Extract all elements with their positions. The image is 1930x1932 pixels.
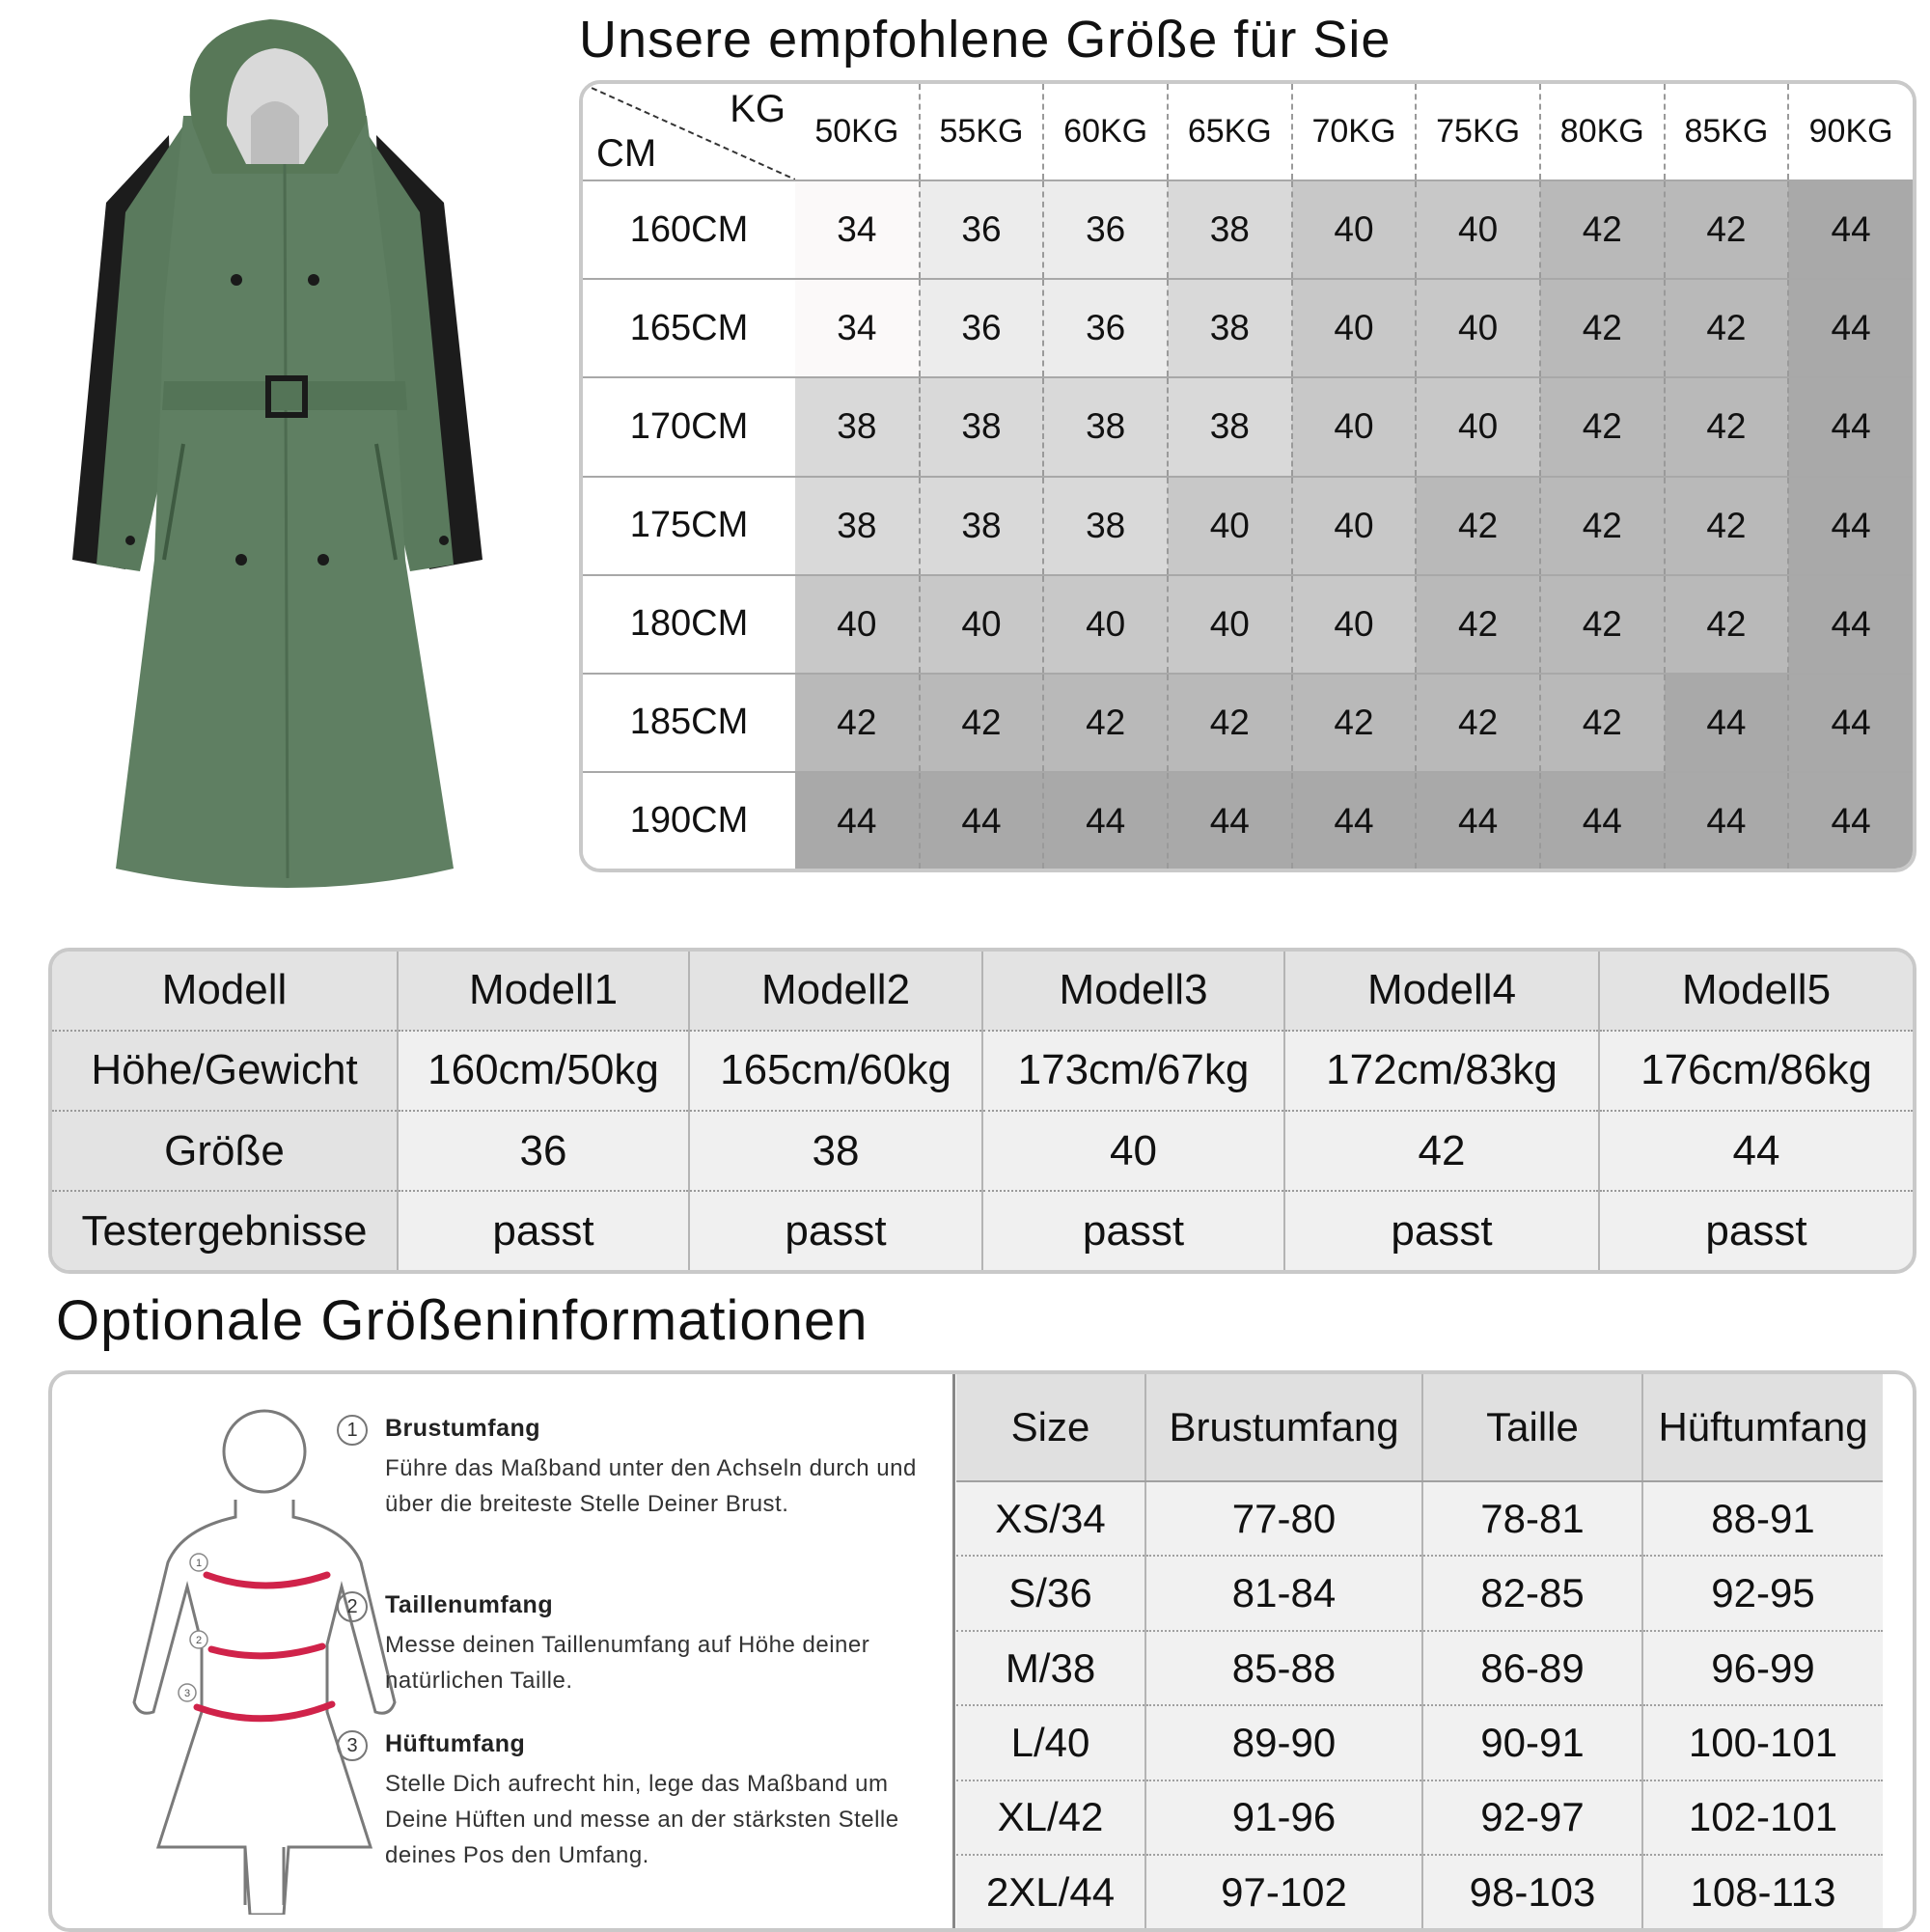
size-value-cell: L/40: [956, 1705, 1145, 1780]
size-cell: 42: [1540, 180, 1665, 279]
size-row: [956, 1481, 1883, 1556]
size-value-cell: M/38: [956, 1631, 1145, 1705]
weight-header: 85KG: [1665, 84, 1789, 180]
size-cell: 40: [1168, 575, 1292, 674]
coat-product-image: [58, 19, 521, 926]
size-cell: 42: [1540, 279, 1665, 377]
size-cell: 42: [1665, 575, 1789, 674]
size-value-cell: 91-96: [1145, 1780, 1422, 1855]
size-cell: 38: [920, 377, 1044, 476]
size-cell: 42: [1416, 674, 1540, 772]
size-cell: 40: [1416, 377, 1540, 476]
size-cell: 44: [1788, 180, 1913, 279]
model-fit-table-box: [48, 948, 1916, 1274]
size-value-cell: XL/42: [956, 1780, 1145, 1855]
height-label: 175CM: [583, 477, 795, 575]
size-cell: 40: [920, 575, 1044, 674]
model-row-label: Testergebnisse: [52, 1191, 398, 1270]
size-cell: 38: [1168, 180, 1292, 279]
size-cell: 34: [795, 180, 920, 279]
size-cell: 44: [1416, 772, 1540, 869]
step-hip: [346, 1730, 925, 1873]
size-value-cell: 89-90: [1145, 1705, 1422, 1780]
size-grid-title: Unsere empfohlene Größe für Sie: [579, 11, 1392, 69]
step-number: 2: [337, 1591, 368, 1622]
size-cell: 44: [1788, 279, 1913, 377]
size-header-row: [956, 1374, 1883, 1481]
size-header-cell: Taille: [1422, 1374, 1642, 1481]
size-cell: 42: [1043, 674, 1168, 772]
step-title: Hüftumfang: [385, 1730, 526, 1757]
size-value-cell: 92-95: [1642, 1556, 1883, 1630]
weight-header: 55KG: [920, 84, 1044, 180]
weight-header: 60KG: [1043, 84, 1168, 180]
model-cell: 42: [1284, 1111, 1599, 1191]
model-cell: 36: [398, 1111, 689, 1191]
size-cell: 38: [920, 477, 1044, 575]
corner-cm-label: CM: [596, 132, 657, 175]
body-measurement-figure: [91, 1394, 400, 1915]
size-cell: 36: [920, 180, 1044, 279]
size-value-cell: 90-91: [1422, 1705, 1642, 1780]
corner-kg-label: KG: [730, 88, 786, 130]
size-cell: 44: [1665, 772, 1789, 869]
model-cell: 160cm/50kg: [398, 1031, 689, 1111]
grid-row: [583, 575, 1913, 674]
size-cell: 34: [795, 279, 920, 377]
size-cell: 44: [1788, 674, 1913, 772]
step-text: Messe deinen Taillenumfang auf Höhe deiner natürlichen Taille.: [385, 1632, 870, 1694]
grid-row: [583, 674, 1913, 772]
size-cell: 40: [1416, 180, 1540, 279]
height-label: 160CM: [583, 180, 795, 279]
grid-row: [583, 477, 1913, 575]
model-row-label: Modell: [52, 952, 398, 1031]
size-cell: 36: [1043, 180, 1168, 279]
size-value-cell: 88-91: [1642, 1481, 1883, 1556]
model-cell: passt: [689, 1191, 982, 1270]
size-cell: 38: [1168, 377, 1292, 476]
grid-row: [583, 279, 1913, 377]
grid-row: [583, 377, 1913, 476]
size-cell: 40: [1292, 477, 1417, 575]
size-cell: 40: [795, 575, 920, 674]
size-value-cell: 97-102: [1145, 1855, 1422, 1928]
size-value-cell: 92-97: [1422, 1780, 1642, 1855]
model-fit-table: [52, 952, 1913, 1270]
step-title: Taillenumfang: [385, 1591, 554, 1618]
size-cell: 40: [1292, 377, 1417, 476]
height-label: 185CM: [583, 674, 795, 772]
size-cell: 42: [1540, 377, 1665, 476]
size-value-cell: 82-85: [1422, 1556, 1642, 1630]
size-header-cell: Hüftumfang: [1642, 1374, 1883, 1481]
size-cell: 38: [1043, 477, 1168, 575]
model-cell: passt: [398, 1191, 689, 1270]
size-cell: 42: [1665, 180, 1789, 279]
step-text: Stelle Dich aufrecht hin, lege das Maßband um Deine Hüften und messe an der stärksten Stelle deines Pos den Umfang.: [385, 1771, 899, 1868]
size-cell: 44: [795, 772, 920, 869]
size-cell: 42: [1665, 279, 1789, 377]
size-row: [956, 1780, 1883, 1855]
size-value-cell: 100-101: [1642, 1705, 1883, 1780]
size-cell: 42: [795, 674, 920, 772]
size-cell: 42: [1540, 674, 1665, 772]
size-value-cell: 78-81: [1422, 1481, 1642, 1556]
size-cell: 38: [1168, 279, 1292, 377]
model-cell: Modell2: [689, 952, 982, 1031]
size-cell: 44: [1788, 772, 1913, 869]
size-cell: 44: [920, 772, 1044, 869]
size-info-box: [48, 1370, 1916, 1932]
size-cell: 40: [1292, 575, 1417, 674]
size-info-title: Optionale Größeninformationen: [56, 1289, 868, 1352]
size-cell: 42: [1416, 575, 1540, 674]
size-cell: 36: [920, 279, 1044, 377]
weight-header: 75KG: [1416, 84, 1540, 180]
model-row: [52, 1111, 1913, 1191]
body-size-table-wrap: [956, 1374, 1883, 1928]
size-header-cell: Size: [956, 1374, 1145, 1481]
body-size-table: [956, 1374, 1883, 1928]
size-value-cell: 86-89: [1422, 1631, 1642, 1705]
model-cell: Modell1: [398, 952, 689, 1031]
size-value-cell: 85-88: [1145, 1631, 1422, 1705]
size-value-cell: 77-80: [1145, 1481, 1422, 1556]
size-row: [956, 1631, 1883, 1705]
size-cell: 42: [1292, 674, 1417, 772]
model-cell: 172cm/83kg: [1284, 1031, 1599, 1111]
grid-header-row: [583, 84, 1913, 180]
grid-body: [583, 180, 1913, 869]
weight-header: 50KG: [795, 84, 920, 180]
model-cell: 38: [689, 1111, 982, 1191]
size-cell: 42: [920, 674, 1044, 772]
size-cell: 42: [1540, 477, 1665, 575]
model-row-label: Höhe/Gewicht: [52, 1031, 398, 1111]
step-title: Brustumfang: [385, 1415, 541, 1442]
size-cell: 40: [1292, 180, 1417, 279]
size-cell: 40: [1416, 279, 1540, 377]
size-cell: 44: [1788, 575, 1913, 674]
model-cell: passt: [1284, 1191, 1599, 1270]
weight-header: 65KG: [1168, 84, 1292, 180]
size-cell: 44: [1043, 772, 1168, 869]
size-value-cell: 102-101: [1642, 1780, 1883, 1855]
size-cell: 38: [795, 477, 920, 575]
size-cell: 42: [1665, 377, 1789, 476]
size-cell: 42: [1168, 674, 1292, 772]
size-cell: 38: [1043, 377, 1168, 476]
model-cell: Modell5: [1599, 952, 1913, 1031]
height-label: 170CM: [583, 377, 795, 476]
height-label: 180CM: [583, 575, 795, 674]
step-chest: [346, 1415, 925, 1522]
size-recommendation-grid: [579, 80, 1916, 872]
step-text: Führe das Maßband unter den Achseln durch und über die breiteste Stelle Deiner Brust.: [385, 1455, 917, 1517]
body-size-table-body: [956, 1374, 1883, 1928]
size-cell: 44: [1168, 772, 1292, 869]
size-value-cell: 81-84: [1145, 1556, 1422, 1630]
size-grid-table: [583, 84, 1913, 869]
size-row: [956, 1855, 1883, 1928]
grid-row: [583, 772, 1913, 869]
size-cell: 44: [1665, 674, 1789, 772]
size-cell: 38: [795, 377, 920, 476]
model-row-label: Größe: [52, 1111, 398, 1191]
size-cell: 44: [1788, 377, 1913, 476]
weight-header: 90KG: [1788, 84, 1913, 180]
size-value-cell: 96-99: [1642, 1631, 1883, 1705]
info-divider: [952, 1374, 955, 1928]
height-label: 190CM: [583, 772, 795, 869]
model-header-row: [52, 952, 1913, 1031]
size-cell: 44: [1540, 772, 1665, 869]
size-header-cell: Brustumfang: [1145, 1374, 1422, 1481]
model-cell: passt: [1705, 1206, 1807, 1255]
model-row: [52, 1191, 1913, 1270]
model-cell: passt: [982, 1191, 1284, 1270]
size-cell: 42: [1540, 575, 1665, 674]
size-cell: 42: [1665, 477, 1789, 575]
figure-marker-3: 3: [183, 1688, 191, 1699]
figure-marker-1: 1: [195, 1558, 203, 1569]
size-value-cell: 108-113: [1642, 1855, 1883, 1928]
size-cell: 40: [1043, 575, 1168, 674]
size-value-cell: XS/34: [956, 1481, 1145, 1556]
size-cell: 42: [1416, 477, 1540, 575]
size-value-cell: 2XL/44: [956, 1855, 1145, 1928]
weight-header: 70KG: [1292, 84, 1417, 180]
model-cell: Modell3: [982, 952, 1284, 1031]
size-cell: 44: [1292, 772, 1417, 869]
size-row: [956, 1556, 1883, 1630]
height-label: 165CM: [583, 279, 795, 377]
model-cell: Modell4: [1284, 952, 1599, 1031]
model-cell: 176cm/86kg: [1599, 1031, 1913, 1111]
step-number: 3: [337, 1730, 368, 1761]
model-cell: 165cm/60kg: [689, 1031, 982, 1111]
step-waist: [346, 1591, 925, 1698]
size-row: [956, 1705, 1883, 1780]
figure-marker-2: 2: [195, 1635, 203, 1646]
model-table-body: [52, 952, 1913, 1270]
model-cell: 173cm/67kg: [982, 1031, 1284, 1111]
model-cell: 40: [982, 1111, 1284, 1191]
model-row: [52, 1031, 1913, 1111]
weight-header: 80KG: [1540, 84, 1665, 180]
step-number: 1: [337, 1415, 368, 1446]
model-cell: 44: [1599, 1111, 1913, 1191]
size-cell: 44: [1788, 477, 1913, 575]
size-cell: 40: [1292, 279, 1417, 377]
size-cell: 36: [1043, 279, 1168, 377]
size-value-cell: 98-103: [1422, 1855, 1642, 1928]
size-cell: 40: [1168, 477, 1292, 575]
size-value-cell: S/36: [956, 1556, 1145, 1630]
grid-corner-cell: [583, 84, 795, 180]
grid-row: [583, 180, 1913, 279]
